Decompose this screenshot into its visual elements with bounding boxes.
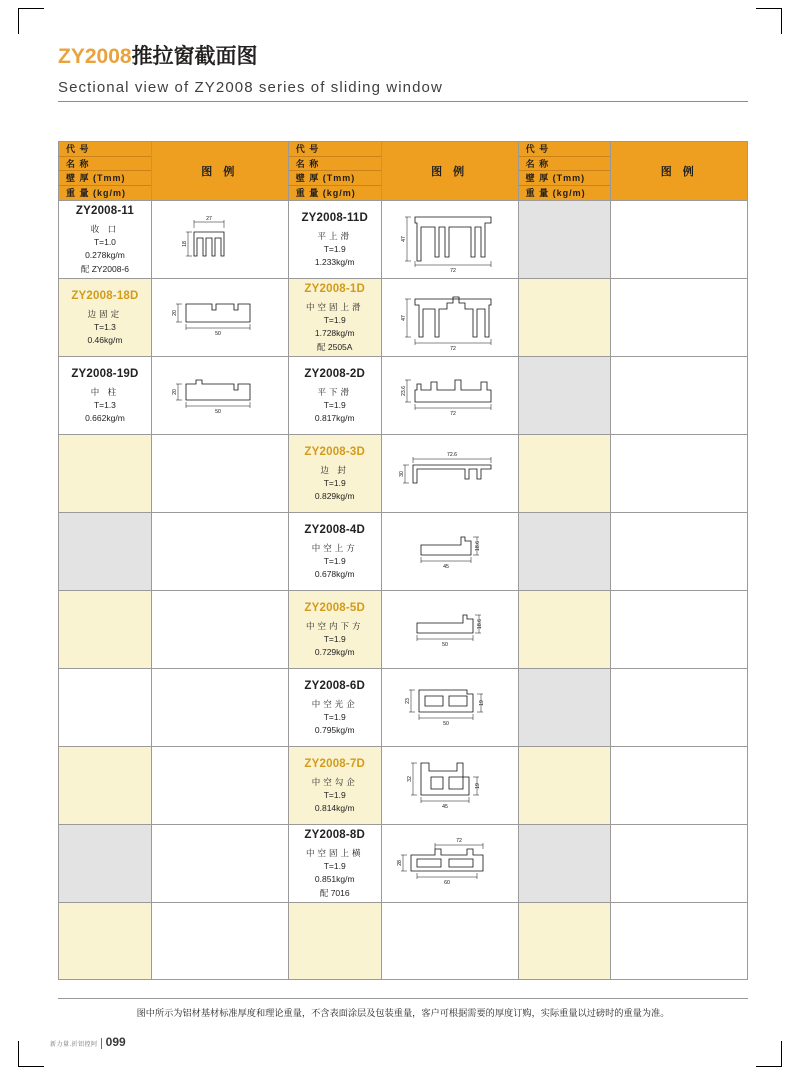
profile-label-cell-empty	[518, 279, 611, 357]
profile-figure-cell-empty	[611, 591, 748, 669]
profile-drawing-5d	[382, 591, 518, 668]
profile-figure-cell	[381, 357, 518, 435]
profile-thickness: T=1.9	[323, 711, 346, 722]
profile-code: ZY2008-11	[75, 205, 134, 218]
profile-name: 收 口	[90, 224, 120, 235]
dim-height: 30	[399, 470, 406, 477]
dim-width: 50	[214, 408, 221, 415]
profile-extra: 配 7016	[319, 887, 350, 898]
header-label-col-3	[518, 142, 611, 201]
footnote: 图中所示为铝材基材标准厚度和理论重量，不含表面涂层及包装重量，客户可根据需要的厚度订购，实际重量以过磅时的重量为准。	[58, 998, 748, 1021]
profile-name: 中空光企	[311, 698, 358, 709]
profile-label-cell-empty	[518, 825, 611, 903]
profile-code: ZY2008-18D	[71, 289, 139, 302]
dim-height-left: 23	[405, 697, 412, 704]
profile-table	[58, 141, 748, 980]
dim-width: 50	[442, 641, 449, 648]
profile-figure-cell-empty	[611, 669, 748, 747]
header-label-col-2	[288, 142, 381, 201]
header-weight-3: 重 量 (kg/m)	[525, 187, 586, 198]
profile-figure-cell-empty	[611, 435, 748, 513]
profile-drawing-2d	[382, 357, 518, 434]
dim-height: 18.6	[475, 540, 482, 551]
header-code-3: 代 号	[519, 142, 611, 157]
profile-figure-cell-empty	[151, 747, 288, 825]
table-row	[59, 669, 748, 747]
profile-code: ZY2008-3D	[304, 445, 366, 458]
dim-height-right: 19	[475, 782, 482, 789]
profile-name: 中空固上横	[305, 848, 364, 859]
table-row	[59, 825, 748, 903]
profile-weight: 0.678kg/m	[314, 568, 355, 579]
profile-weight: 0.795kg/m	[314, 724, 355, 735]
table-row	[59, 435, 748, 513]
dim-height: 20	[171, 388, 178, 395]
profile-name: 中空内下方	[305, 620, 364, 631]
profile-figure-cell-empty	[611, 201, 748, 279]
crop-mark-bottom-right	[756, 1041, 782, 1067]
profile-thickness: T=1.0	[93, 237, 116, 248]
title-code: ZY2008	[58, 45, 132, 68]
profile-drawing-4d	[382, 513, 518, 590]
profile-code: ZY2008-5D	[304, 601, 366, 614]
dim-height-right: 19	[479, 699, 486, 706]
profile-thickness: T=1.9	[323, 555, 346, 566]
profile-figure-cell	[381, 435, 518, 513]
profile-name: 平上滑	[317, 230, 352, 241]
dim-height: 47	[401, 235, 408, 242]
profile-drawing-8d	[382, 825, 518, 902]
profile-label-cell-empty	[59, 747, 152, 825]
profile-label-cell	[288, 747, 381, 825]
dim-width: 45	[443, 563, 450, 570]
profile-label-cell	[288, 201, 381, 279]
profile-weight: 0.851kg/m	[314, 874, 355, 885]
header-figure-2: 图 例	[381, 142, 518, 201]
page-subtitle: Sectional view of ZY2008 series of sliding window	[58, 79, 443, 97]
header-code-2: 代 号	[289, 142, 381, 157]
profile-code: ZY2008-11D	[301, 211, 369, 224]
profile-code: ZY2008-6D	[304, 679, 366, 692]
profile-figure-cell	[381, 279, 518, 357]
header-label-col-1	[59, 142, 152, 201]
header-code-1: 代 号	[59, 142, 151, 157]
profile-figure-cell-empty	[151, 669, 288, 747]
page-header	[58, 44, 748, 102]
profile-code: ZY2008-19D	[71, 367, 139, 380]
profile-thickness: T=1.9	[323, 315, 346, 326]
dim-width-bottom: 60	[444, 879, 451, 886]
profile-label-cell-empty	[59, 513, 152, 591]
profile-thickness: T=1.9	[323, 243, 346, 254]
profile-figure-cell	[381, 747, 518, 825]
profile-label-cell	[288, 669, 381, 747]
dim-height: 47	[401, 314, 408, 321]
table-row	[59, 357, 748, 435]
profile-drawing-1d	[382, 279, 518, 356]
profile-thickness: T=1.9	[323, 477, 346, 488]
profile-drawing-3d	[382, 435, 518, 512]
profile-code: ZY2008-1D	[304, 283, 366, 296]
profile-code: ZY2008-4D	[304, 523, 366, 536]
crop-mark-top-right	[756, 8, 782, 34]
profile-thickness: T=1.9	[323, 789, 346, 800]
profile-weight: 0.662kg/m	[85, 412, 125, 423]
profile-weight: 0.278kg/m	[85, 250, 125, 261]
profile-figure-cell-empty	[611, 825, 748, 903]
profile-figure-cell-empty	[381, 903, 518, 980]
header-weight-1: 重 量 (kg/m)	[66, 187, 127, 198]
profile-thickness: T=1.3	[93, 321, 116, 332]
profile-figure-cell-empty	[151, 825, 288, 903]
footer-company: 新力量.折铝控阿	[50, 1042, 98, 1048]
dim-width: 45	[442, 803, 449, 810]
profile-figure-cell-empty	[611, 747, 748, 825]
table-row	[59, 747, 748, 825]
profile-label-cell-empty	[59, 591, 152, 669]
profile-code: ZY2008-7D	[304, 757, 366, 770]
header-thickness-2: 壁 厚 (Tmm)	[289, 171, 381, 186]
header-thickness-3: 壁 厚 (Tmm)	[519, 171, 611, 186]
profile-label-cell-empty	[59, 825, 152, 903]
dim-width: 72	[450, 345, 457, 351]
profile-extra: 配 2505A	[317, 341, 353, 352]
dim-width: 50	[214, 330, 221, 337]
profile-drawing-7d	[382, 747, 518, 824]
profile-figure-cell-empty	[611, 903, 748, 980]
profile-label-cell	[59, 279, 152, 357]
profile-name: 中空勾企	[311, 776, 358, 787]
profile-label-cell	[288, 825, 381, 903]
profile-label-cell-empty	[59, 435, 152, 513]
profile-name: 中空上方	[311, 542, 358, 553]
title-cn-rest: 推拉窗截面图	[131, 45, 258, 68]
dim-width: 72	[450, 410, 457, 417]
page-number: 099	[105, 1035, 126, 1049]
profile-figure-cell	[151, 357, 288, 435]
profile-label-cell	[288, 513, 381, 591]
profile-label-cell	[288, 279, 381, 357]
profile-label-cell-empty	[59, 669, 152, 747]
table-row	[59, 513, 748, 591]
profile-name: 边固定	[87, 308, 123, 319]
header-figure-1: 图 例	[151, 142, 288, 201]
profile-name: 平下滑	[317, 386, 352, 397]
profile-thickness: T=1.9	[323, 861, 346, 872]
profile-weight: 0.46kg/m	[87, 334, 123, 345]
table-header-row	[59, 142, 748, 201]
profile-figure-cell	[151, 201, 288, 279]
dim-width-top: 72	[456, 837, 463, 844]
profile-label-cell-empty	[518, 435, 611, 513]
profile-figure-cell-empty	[151, 903, 288, 980]
profile-label-cell-empty	[518, 591, 611, 669]
table-row	[59, 591, 748, 669]
profile-figure-cell-empty	[151, 435, 288, 513]
profile-weight: 1.233kg/m	[314, 256, 355, 267]
header-weight-2: 重 量 (kg/m)	[295, 187, 356, 198]
profile-figure-cell	[381, 591, 518, 669]
page-footer	[50, 1035, 250, 1049]
profile-weight: 0.829kg/m	[314, 490, 355, 501]
crop-mark-bottom-left	[18, 1041, 44, 1067]
profile-label-cell-empty	[59, 903, 152, 980]
profile-label-cell-empty	[518, 513, 611, 591]
dim-height: 18.6	[477, 618, 484, 629]
profile-label-cell-empty	[288, 903, 381, 980]
header-name-1: 名 称	[59, 157, 151, 172]
dim-width: 50	[443, 720, 450, 727]
header-figure-3: 图 例	[611, 142, 748, 201]
profile-label-cell	[288, 591, 381, 669]
profile-figure-cell	[381, 669, 518, 747]
profile-label-cell	[59, 201, 152, 279]
profile-name: 中 柱	[90, 386, 120, 397]
profile-drawing-11	[152, 201, 288, 278]
header-name-2: 名 称	[289, 157, 381, 172]
crop-mark-top-left	[18, 8, 44, 34]
dim-width: 27	[205, 215, 212, 222]
profile-figure-cell	[151, 279, 288, 357]
profile-code: ZY2008-2D	[304, 367, 366, 380]
profile-drawing-11d	[382, 201, 518, 278]
page-title	[58, 44, 748, 69]
profile-figure-cell-empty	[151, 513, 288, 591]
table-row	[59, 201, 748, 279]
profile-weight: 0.814kg/m	[314, 802, 355, 813]
profile-thickness: T=1.9	[323, 633, 346, 644]
profile-label-cell-empty	[518, 201, 611, 279]
profile-label-cell-empty	[518, 357, 611, 435]
profile-weight: 0.729kg/m	[314, 646, 355, 657]
profile-thickness: T=1.3	[93, 399, 116, 410]
profile-label-cell	[59, 357, 152, 435]
header-thickness-1: 壁 厚 (Tmm)	[59, 171, 151, 186]
profile-extra: 配 ZY2008-6	[80, 263, 130, 274]
profile-figure-cell-empty	[611, 357, 748, 435]
profile-name: 边 封	[320, 464, 349, 475]
profile-figure-cell-empty	[151, 591, 288, 669]
profile-thickness: T=1.9	[323, 399, 346, 410]
profile-label-cell-empty	[518, 747, 611, 825]
dim-width: 72.6	[447, 451, 458, 458]
profile-figure-cell	[381, 825, 518, 903]
profile-drawing-6d	[382, 669, 518, 746]
table-row	[59, 903, 748, 980]
profile-figure-cell-empty	[611, 279, 748, 357]
header-name-3: 名 称	[519, 157, 611, 172]
dim-height: 28	[397, 859, 404, 866]
profile-name: 中空固上滑	[305, 302, 364, 313]
profile-figure-cell-empty	[611, 513, 748, 591]
footer-divider	[101, 1038, 102, 1049]
title-divider	[58, 101, 748, 102]
profile-label-cell-empty	[518, 669, 611, 747]
profile-label-cell	[288, 357, 381, 435]
dim-height: 18	[181, 240, 188, 247]
profile-weight: 0.817kg/m	[314, 412, 355, 423]
table-row	[59, 279, 748, 357]
profile-figure-cell	[381, 513, 518, 591]
dim-height-left: 32	[407, 775, 414, 782]
profile-label-cell-empty	[518, 903, 611, 980]
profile-label-cell	[288, 435, 381, 513]
profile-drawing-18d	[152, 279, 288, 356]
profile-drawing-19d	[152, 357, 288, 434]
profile-code: ZY2008-8D	[304, 829, 366, 842]
profile-figure-cell	[381, 201, 518, 279]
dim-width: 72	[450, 267, 457, 273]
dim-height: 20	[171, 309, 178, 316]
profile-weight: 1.728kg/m	[314, 328, 355, 339]
dim-height: 23.6	[401, 385, 408, 396]
